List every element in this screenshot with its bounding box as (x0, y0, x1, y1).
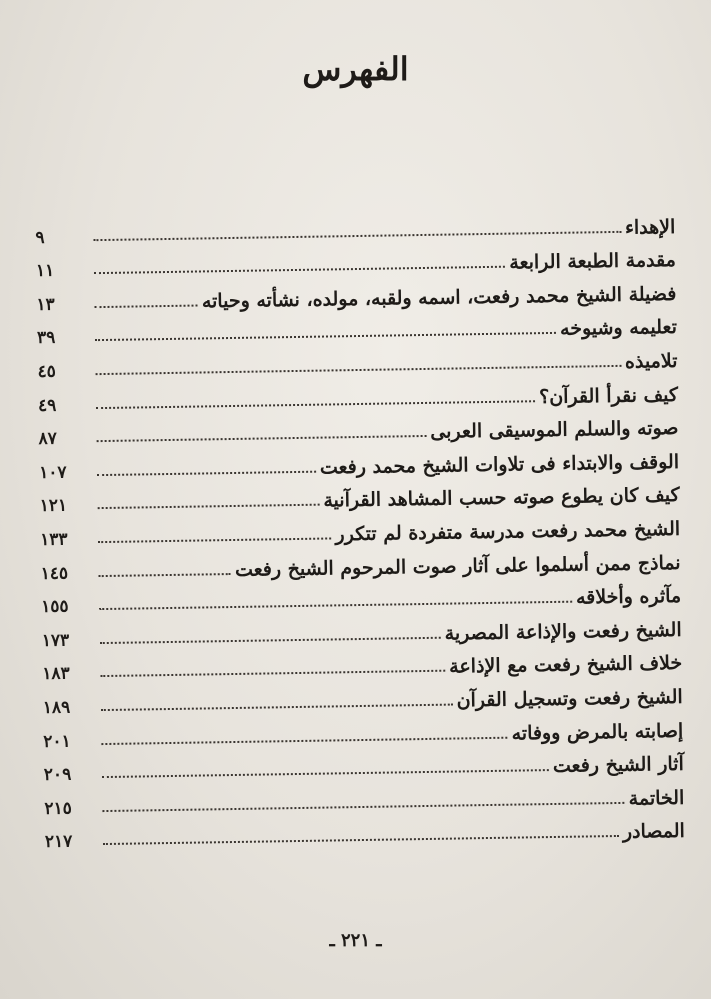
toc-entry-title: نماذج ممن أسلموا على آثار صوت المرحوم الشيخ رفعت (234, 551, 681, 581)
page-number: ـ ٢٢١ ـ (329, 930, 382, 951)
toc-entry-page: ٢١٧ (44, 831, 73, 853)
toc-entry-page: ١٢١ (39, 495, 68, 517)
toc-entry-page: ١٨٣ (42, 663, 70, 685)
toc-entry-title: صوته والسلم الموسيقى العربى (430, 417, 679, 444)
toc-entry-title: الشيخ رفعت وتسجيل القرآن (456, 685, 683, 712)
toc-entry-title: خلاف الشيخ رفعت مع الإذاعة (449, 652, 683, 678)
dot-leader (98, 537, 331, 543)
toc-entry-title: الشيخ محمد رفعت مدرسة متفردة لم تتكرر (335, 517, 681, 546)
toc-entry-title: آثار الشيخ رفعت (552, 753, 684, 778)
toc-entry-title: تلاميذه (624, 349, 678, 373)
toc-entry-page: ٢٠١ (43, 731, 71, 752)
toc-entry-page: ١٧٣ (41, 630, 70, 651)
table-of-contents (35, 203, 685, 851)
toc-entry-page: ٤٩ (37, 395, 57, 416)
toc-entry-page: ١٥٥ (41, 596, 69, 618)
toc-entry-page: ١٣ (36, 294, 55, 315)
dot-leader (98, 504, 320, 509)
toc-entry-page: ١٨٩ (42, 697, 71, 718)
toc-entry-title: المصادر (622, 820, 685, 844)
dot-leader (97, 470, 316, 475)
toc-entry-page: ١٠٧ (38, 462, 67, 483)
toc-entry-title: فضيلة الشيخ محمد رفعت، اسمه ولقبه، مولده، نشأته وحياته (201, 282, 677, 313)
toc-entry-page: ١٣٣ (40, 529, 68, 550)
toc-entry-title: الوقف والابتداء فى تلاوات الشيخ محمد رفعت (319, 450, 680, 479)
toc-entry-title: مآثره وأخلاقه (575, 585, 682, 609)
toc-entry-page: ٢١٥ (44, 798, 72, 819)
toc-entry-title: كيف كان يطوع صوته حسب المشاهد القرآنية (323, 484, 680, 512)
dot-leader (100, 670, 445, 677)
toc-entry-page: ٣٩ (36, 328, 56, 349)
toc-entry-page: ٨٧ (38, 428, 57, 450)
toc-entry-title: الإهداء (624, 215, 676, 239)
toc-entry-title: مقدمة الطبعة الرابعة (509, 249, 677, 274)
dot-leader (97, 435, 427, 442)
toc-entry-page: ١٤٥ (40, 563, 69, 584)
toc-entry-title: الشيخ رفعت والإذاعة المصرية (444, 618, 682, 645)
page-title: الفهرس (302, 50, 409, 88)
toc-entry-page: ٢٠٩ (43, 764, 72, 786)
dot-leader (103, 835, 619, 845)
dot-leader (101, 703, 453, 711)
toc-entry-title: الخاتمة (628, 786, 685, 810)
dot-leader (99, 573, 231, 577)
dot-leader (94, 304, 197, 308)
toc-entry-title: إصابته بالمرض ووفاته (511, 719, 684, 745)
toc-entry-title: تعليمه وشيوخه (559, 316, 678, 341)
dot-leader (100, 636, 441, 643)
toc-entry-page: ٤٥ (37, 361, 56, 383)
toc-entry-page: ١١ (35, 260, 55, 282)
toc-entry-page: ٩ (35, 227, 45, 248)
toc-entry-title: كيف نقرأ القرآن؟ (538, 383, 679, 408)
